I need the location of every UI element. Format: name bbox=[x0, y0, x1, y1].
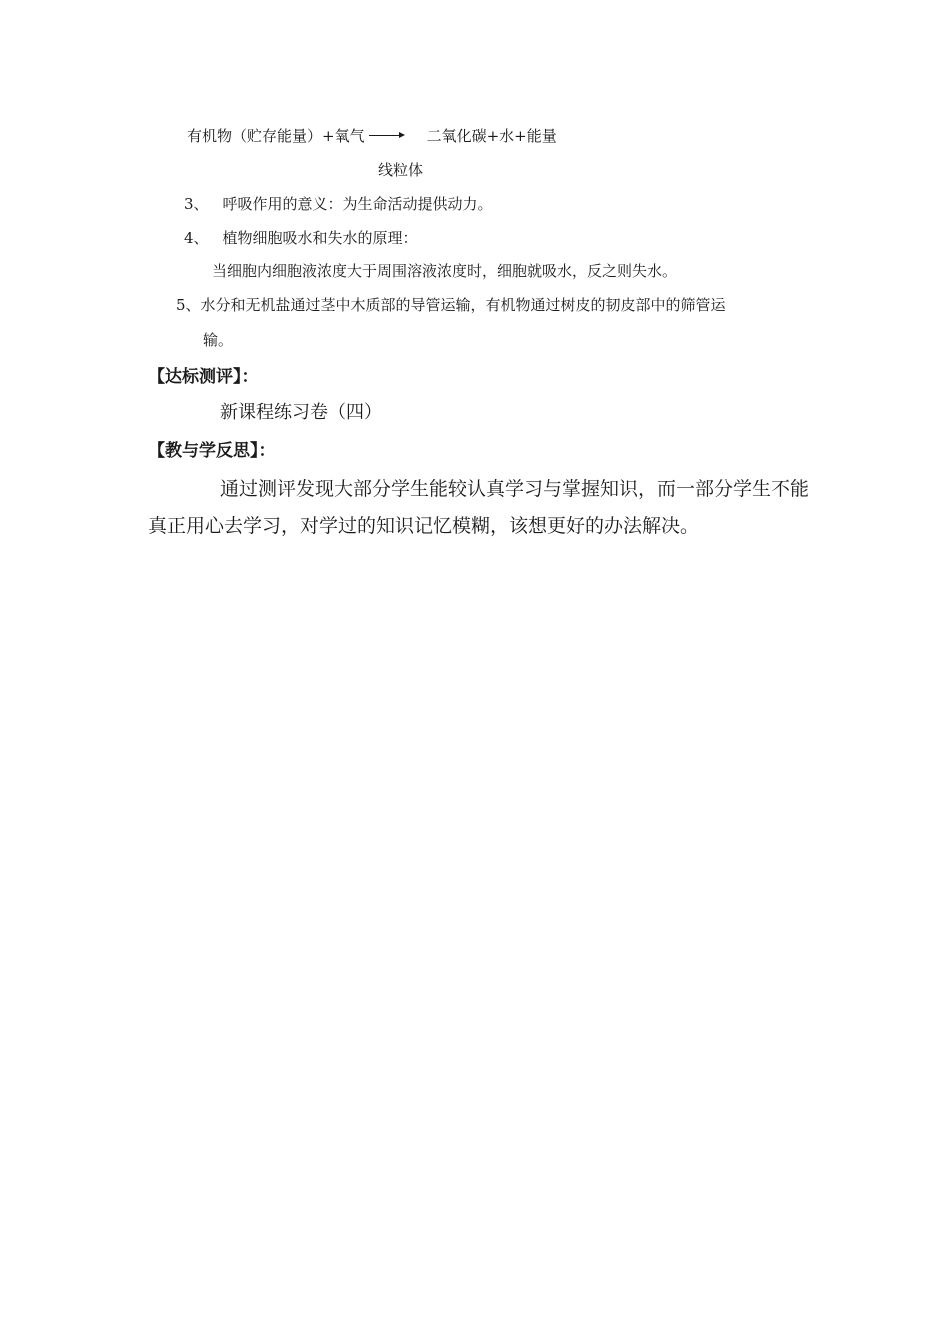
list-item-number: 3、 bbox=[184, 195, 209, 213]
list-item-text: 呼吸作用的意义：为生命活动提供动力。 bbox=[222, 195, 493, 213]
section-heading-test: 【达标测评】： bbox=[148, 367, 259, 387]
list-item-3 bbox=[184, 195, 493, 213]
equation-condition: 线粒体 bbox=[378, 161, 424, 179]
reflection-line1: 通过测评发现大部分学生能较认真学习与掌握知识，而一部分学生不能 bbox=[220, 478, 810, 500]
equation-products: 二氧化碳+水+能量 bbox=[426, 127, 557, 145]
list-item-4-detail: 当细胞内细胞液浓度大于周围溶液浓度时，细胞就吸水，反之则失水。 bbox=[212, 262, 678, 280]
list-item-5-line2: 输。 bbox=[203, 331, 234, 349]
equation-reactants: 有机物（贮存能量）+氧气 bbox=[187, 127, 365, 145]
list-item-number: 4、 bbox=[184, 229, 209, 247]
list-item-text: 植物细胞吸水和失水的原理： bbox=[222, 229, 418, 247]
test-content: 新课程练习卷（四） bbox=[220, 402, 382, 423]
reflection-line2: 真正用心去学习，对学过的知识记忆模糊，该想更好的办法解决。 bbox=[148, 515, 700, 537]
list-item-5-line1: 5、水分和无机盐通过茎中木质部的导管运输，有机物通过树皮的韧皮部中的筛管运 bbox=[176, 296, 726, 314]
section-heading-reflection: 【教与学反思】： bbox=[148, 441, 276, 461]
equation-line bbox=[187, 127, 557, 145]
reaction-arrow-icon bbox=[369, 135, 403, 136]
list-item-4 bbox=[184, 229, 418, 247]
